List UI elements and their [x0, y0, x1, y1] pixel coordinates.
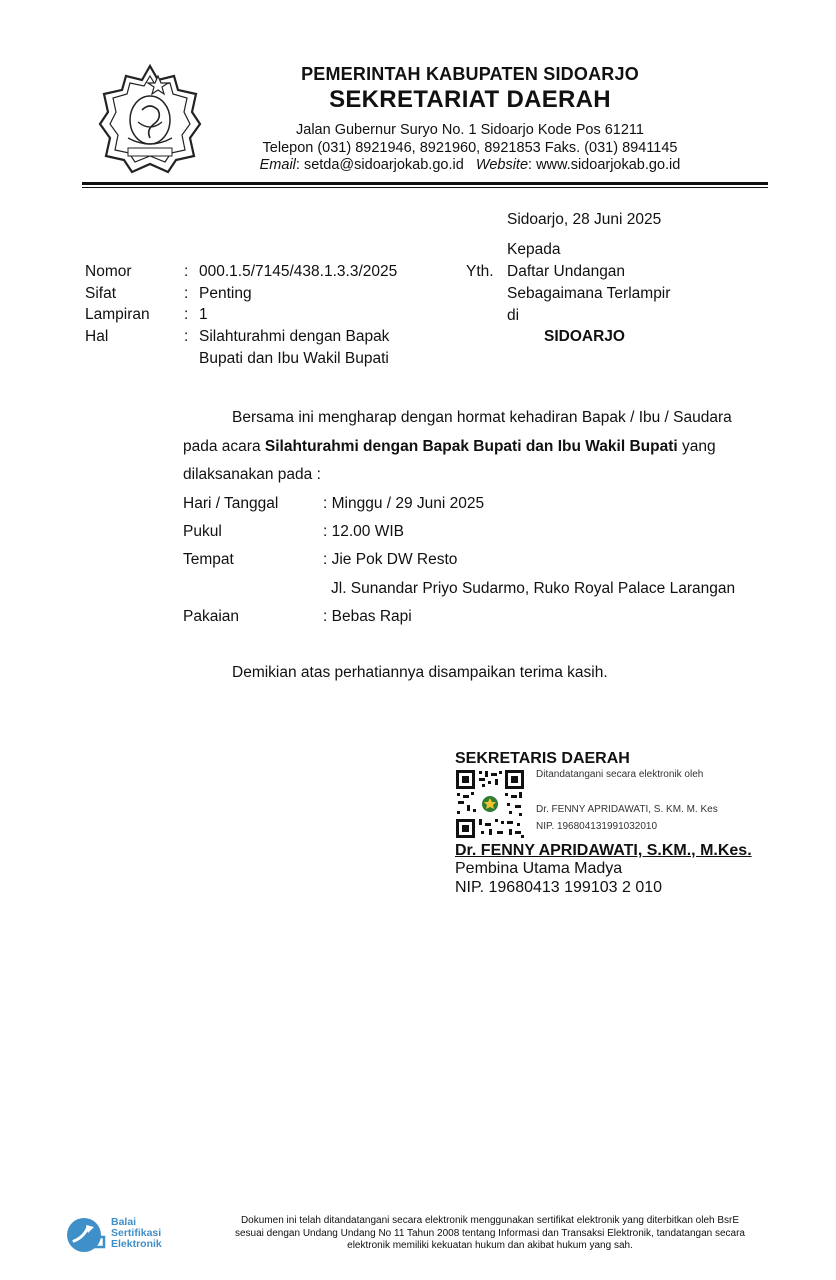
- body-paragraph-line-1: Bersama ini mengharap dengan hormat kehadiran Bapak / Ibu / Saudara: [232, 409, 732, 426]
- office-contact: [250, 157, 690, 173]
- hal-value-line-2: Bupati dan Ibu Wakil Bupati: [199, 350, 389, 367]
- body-pre: pada acara: [183, 438, 265, 455]
- letterhead-divider-thin: [82, 187, 768, 188]
- office-address: Jalan Gubernur Suryo No. 1 Sidoarjo Kode Pos 61211: [296, 122, 644, 138]
- lampiran-label: Lampiran: [85, 306, 150, 323]
- nomor-value: 000.1.5/7145/438.1.3.3/2025: [199, 263, 398, 280]
- lampiran-colon: :: [184, 306, 189, 323]
- office-name: SEKRETARIAT DAERAH: [329, 86, 611, 113]
- footnote-line-3: elektronik memiliki kekuatan hukum dan akibat hukum yang sah.: [347, 1240, 633, 1251]
- qr-code-icon: [455, 769, 525, 839]
- body-paragraph-line-2: [183, 438, 759, 456]
- bsre-line-1: Balai: [111, 1216, 137, 1228]
- email-value: : setda@sidoarjokab.go.id: [295, 157, 464, 173]
- sidoarjo-regency-emblem-icon: [98, 64, 202, 174]
- hal-colon: :: [184, 328, 189, 345]
- signatory-name: Dr. FENNY APRIDAWATI, S.KM., M.Kes.: [455, 842, 752, 859]
- hal-value-line-1: Silahturahmi dengan Bapak: [199, 328, 390, 345]
- nomor-colon: :: [184, 263, 189, 280]
- hari-value: : Minggu / 29 Juni 2025: [323, 495, 485, 512]
- hal-label: Hal: [85, 328, 109, 345]
- recipient-line-1: Daftar Undangan: [507, 263, 626, 280]
- tempat-label: Tempat: [183, 551, 234, 568]
- signatory-nip: NIP. 19680413 199103 2 010: [455, 879, 663, 896]
- lampiran-value: 1: [199, 306, 208, 323]
- body-paragraph-line-3: dilaksanakan pada :: [183, 466, 321, 483]
- footnote-line-1: Dokumen ini telah ditandatangani secara elektronik menggunakan sertifikat elektronik yang diterbitkan oleh BsrE: [240, 1215, 740, 1226]
- tempat-value: : Jie Pok DW Resto: [323, 551, 458, 568]
- esign-nip: NIP. 196804131991032010: [536, 821, 658, 832]
- bsre-line-2: Sertifikasi: [111, 1227, 162, 1239]
- office-phone: Telepon (031) 8921946, 8921960, 8921853 Faks. (031) 8941145: [262, 140, 678, 156]
- bsre-logo-icon: [66, 1215, 108, 1255]
- esign-name: Dr. FENNY APRIDAWATI, S. KM. M. Kes: [536, 804, 718, 815]
- sifat-colon: :: [184, 285, 189, 302]
- bsre-line-3: Elektronik: [111, 1238, 162, 1250]
- letter-date: Sidoarjo, 28 Juni 2025: [507, 211, 662, 228]
- pukul-label: Pukul: [183, 523, 222, 540]
- pukul-value: : 12.00 WIB: [323, 523, 404, 540]
- letterhead-divider-thick: [82, 182, 768, 185]
- esign-legal-footnote: [200, 1215, 780, 1253]
- recipient-kepada: Kepada: [507, 241, 561, 258]
- nomor-label: Nomor: [85, 263, 132, 280]
- tempat-address: Jl. Sunandar Priyo Sudarmo, Ruko Royal Palace Larangan: [331, 580, 736, 597]
- closing-sentence: Demikian atas perhatiannya disampaikan terima kasih.: [232, 664, 608, 681]
- body-post: yang: [677, 438, 716, 455]
- event-name: Silahturahmi dengan Bapak Bupati dan Ibu Wakil Bupati: [264, 438, 678, 455]
- recipient-line-2: Sebagaimana Terlampir: [507, 285, 671, 302]
- signatory-rank: Pembina Utama Madya: [455, 860, 623, 877]
- pakaian-label: Pakaian: [183, 608, 240, 625]
- recipient-line-3: di: [507, 307, 520, 324]
- website-value: : www.sidoarjokab.go.id: [528, 157, 681, 173]
- government-name: PEMERINTAH KABUPATEN SIDOARJO: [301, 64, 639, 84]
- recipient-yth: Yth.: [466, 263, 494, 280]
- recipient-city: SIDOARJO: [544, 328, 625, 345]
- website-label: Website: [475, 157, 529, 173]
- signature-title: SEKRETARIS DAERAH: [455, 750, 630, 767]
- email-label: Email: [259, 157, 296, 173]
- sifat-label: Sifat: [85, 285, 117, 302]
- sifat-value: Penting: [199, 285, 252, 302]
- esign-note: Ditandatangani secara elektronik oleh: [536, 769, 704, 780]
- pakaian-value: : Bebas Rapi: [323, 608, 412, 625]
- hari-label: Hari / Tanggal: [183, 495, 279, 512]
- footnote-line-2: sesuai dengan Undang Undang No 11 Tahun 2008 tentang Informasi dan Transaksi Elektronik, tandatangan secara: [235, 1227, 745, 1239]
- bsre-name: [111, 1217, 162, 1250]
